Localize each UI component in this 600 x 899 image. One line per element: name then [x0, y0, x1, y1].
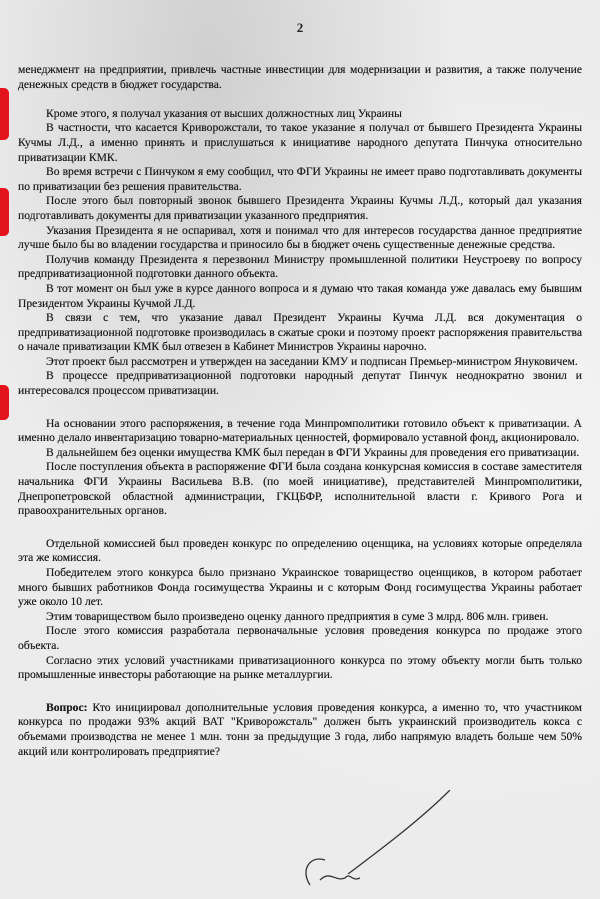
paragraph: Победителем этого конкурса было признано Украинское товарищество оценщиков, в котором работает много бывших работников Фонда госимущества Украины и с которым Фонд госимущества Украины работает уже около 10 лет.	[18, 566, 582, 609]
paragraph: Этот проект был рассмотрен и утвержден на заседании КМУ и подписан Премьер-министром Януковичем.	[46, 354, 578, 368]
red-marker	[0, 88, 9, 140]
page-number: 2	[296, 20, 304, 35]
question-text: Кто инициировал дополнительные условия проведения конкурса, а именно то, что участником конкурса по продажи 93% акций ВАТ "Криворожсталь" должен быть украинский производитель кокса с объемами производства не менее 1 млн. тонн за предыдущие 3 года, либо напрямую владеть больше чем 50% акций или контролировать предприятие?	[18, 700, 582, 758]
signature	[290, 790, 460, 899]
paragraph: Отдельной комиссией был проведен конкурс по определению оценщика, на условиях которые определяла эта же комиссия.	[18, 536, 582, 565]
paragraph: В дальнейшем без оценки имущества КМК был передан в ФГИ Украины для проведения его приватизации.	[46, 445, 580, 459]
paragraph: После этого комиссия разработала первоначальные условия проведения конкурса по продаже этого объекта.	[18, 624, 582, 652]
paragraph: Этим товариществом было произведено оценку данного предприятия в суме 3 млрд. 806 млн. гривен.	[46, 609, 549, 623]
paragraph: После этого был повторный звонок бывшего Президента Украины Кучмы Л.Д., который дал указания подготавливать документы для приватизации указанного предприятия.	[18, 194, 582, 222]
paragraph: После поступления объекта в распоряжение ФГИ была создана конкурсная комиссия в составе заместителя начальника ФГИ Украины Васильева В.В. (по моей инициативе), представителей Минпромполитики, Днепропетровской областной администрации, ГКЦБФР, исполнительной власти г. Кривого Рога и правоохранительных органов.	[18, 460, 582, 518]
paragraph: В процессе предприватизационной подготовки народный депутат Пинчук неоднократно звонил и интересовался процессом приватизации.	[18, 369, 582, 398]
paragraph: Кроме этого, я получал указания от высших должностных лиц Украины	[46, 106, 402, 120]
paragraph: В связи с тем, что указание давал Президент Украины Кучма Л.Д. вся документация о предприватизационной подготовке производилась в сжатые сроки и поэтому проект распоряжения правительства о начале приватизации КМК был отвезен в Кабинет Министров Украины нарочно.	[18, 311, 582, 354]
red-marker	[0, 385, 9, 420]
red-marker	[0, 188, 9, 236]
question-paragraph	[18, 701, 582, 759]
paragraph: Получив команду Президента я перезвонил Министру промышленной политики Неустроеву по вопросу предприватизационной подготовки данного объекта.	[18, 252, 582, 281]
paragraph: менеджмент на предприятии, привлечь частные инвестиции для модернизации и развития, а также получение денежных средств в бюджет государства.	[18, 63, 582, 91]
paragraph: Согласно этих условий участниками приватизационного конкурса по этому объекту могли быть только промышленные инвесторы работающие на рынке металлургии.	[18, 653, 582, 682]
question-label: Вопрос:	[46, 700, 88, 714]
document-body	[18, 63, 582, 759]
paragraph: В частности, что касается Криворожстали, то такое указание я получал от бывшего Президента Украины Кучмы Л.Д., а именно принять и прислушаться к инициативе народного депутата Пинчука относительно приватизации КМК.	[18, 121, 582, 164]
paragraph: Указания Президента я не оспаривал, хотя и понимал что для интересов государства данное предприятие лучше было бы во владении государства и приносило бы в бюджет очень существенные денежные средства.	[18, 223, 582, 252]
paragraph: Во время встречи с Пинчуком я ему сообщил, что ФГИ Украины не имеет право подготавливать документы по приватизации без решения правительства.	[18, 165, 582, 193]
paragraph: На основании этого распоряжения, в течение года Минпромполитики готовило объект к приватизации. А именно делало инвентаризацию товарно-материальных ценностей, формировало уставной фонд, акционировало.	[18, 416, 582, 445]
paragraph: В тот момент он был уже в курсе данного вопроса и я думаю что такая команда уже давалась ему бывшим Президентом Украины Кучмой Л.Д.	[18, 281, 582, 310]
